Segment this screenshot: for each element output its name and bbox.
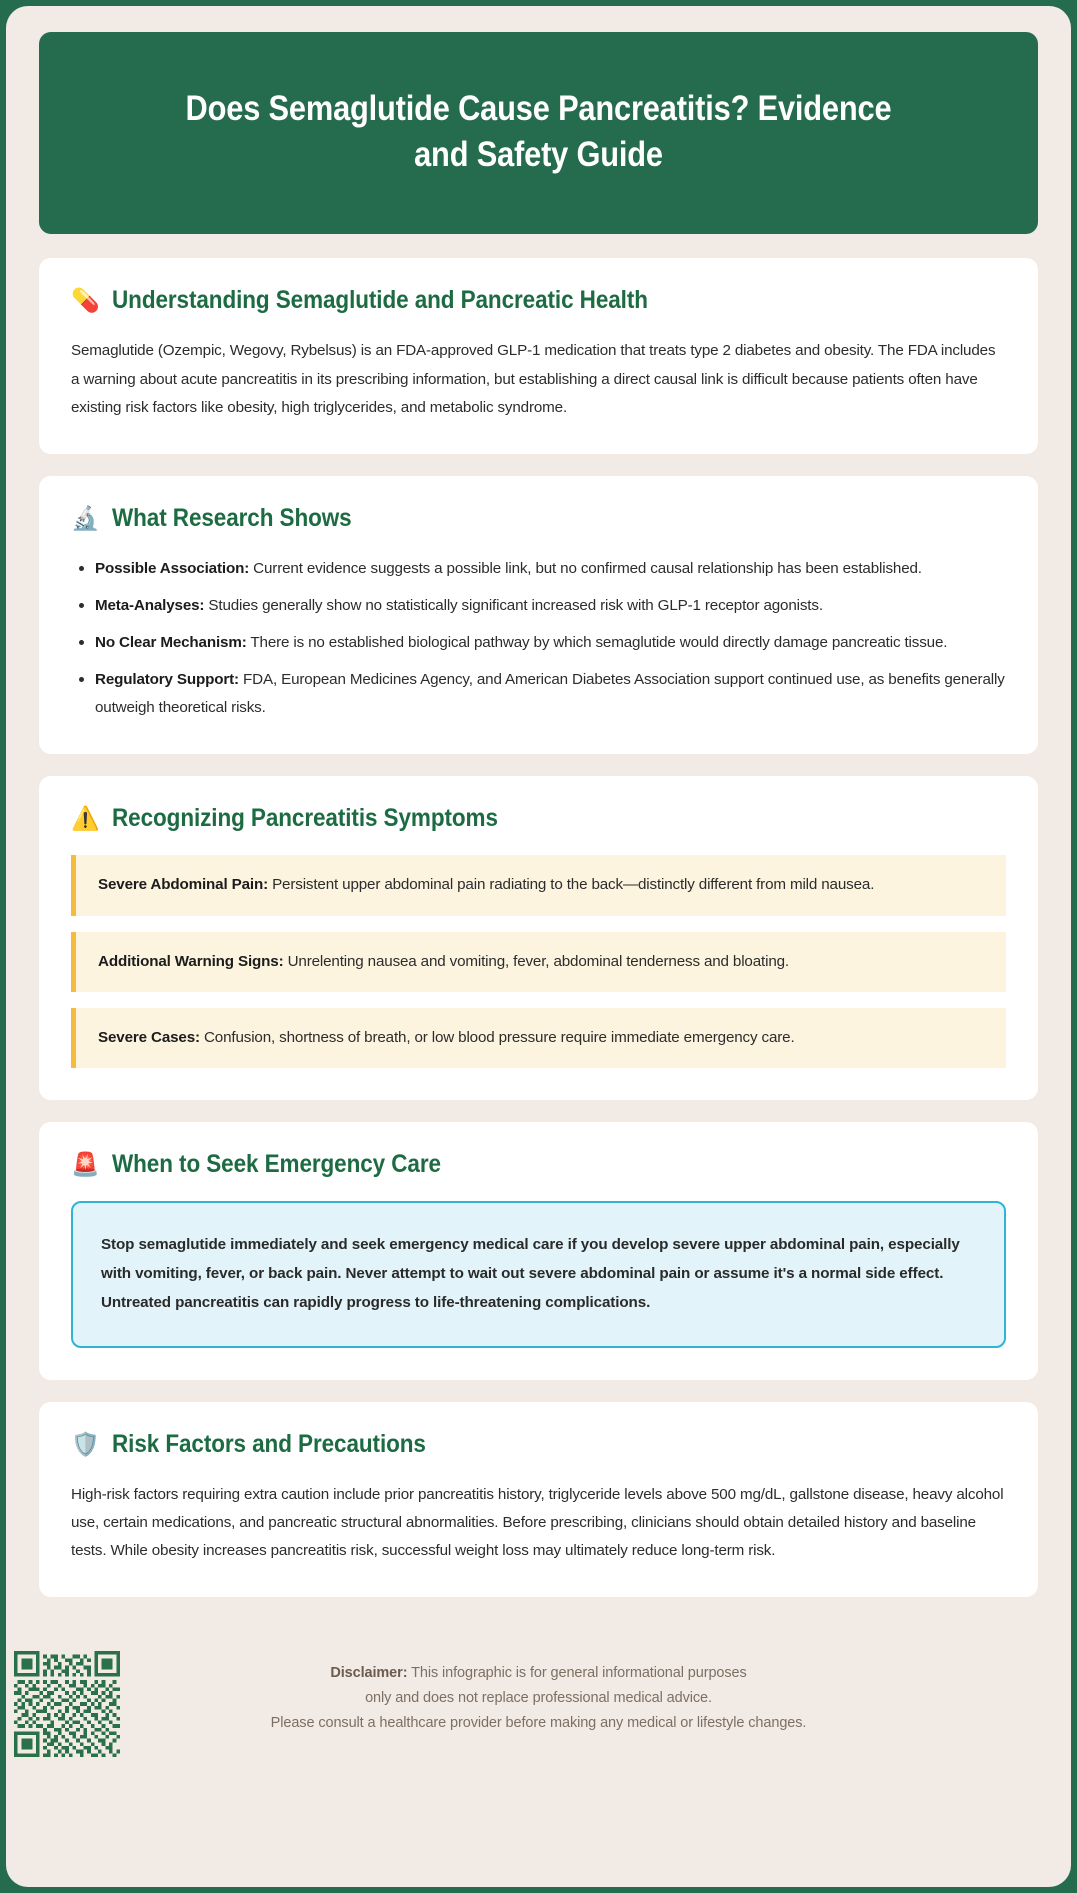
infographic-page bbox=[6, 6, 1071, 1887]
research-bullet-list bbox=[71, 555, 1006, 723]
section-symptoms bbox=[39, 776, 1038, 1100]
bullet-text: FDA, European Medicines Agency, and American Diabetes Association support continued use, as benefits generally outweigh theoretical risks. bbox=[95, 671, 1005, 717]
list-item bbox=[71, 555, 1006, 583]
header-banner bbox=[39, 32, 1038, 234]
symptom-text: Confusion, shortness of breath, or low blood pressure require immediate emergency care. bbox=[199, 1029, 795, 1046]
symptom-label: Severe Abdominal Pain: bbox=[98, 876, 268, 894]
bullet-label: Meta-Analyses: bbox=[95, 596, 205, 614]
emergency-alert-box: Stop semaglutide immediately and seek emergency medical care if you develop severe upper abdominal pain, especially with vomiting, fever, or back pain. Never attempt to wait out severe abdominal pain or assume it's a normal side effect. Untreated pancreatitis can rapidly progress to life-threatening complications. bbox=[71, 1201, 1006, 1348]
page-title: Does Semaglutide Cause Pancreatitis? Evidence and Safety Guide bbox=[185, 89, 892, 175]
bullet-label: Possible Association: bbox=[95, 559, 250, 577]
section-emergency-header bbox=[71, 1150, 1006, 1179]
section-understanding-title: Understanding Semaglutide and Pancreatic Health bbox=[111, 286, 648, 315]
disclaimer-line-3: Please consult a healthcare provider before making any medical or lifestyle changes. bbox=[270, 1715, 807, 1732]
section-emergency bbox=[39, 1122, 1038, 1380]
section-risk-factors bbox=[39, 1402, 1038, 1597]
symptom-label: Severe Cases: bbox=[98, 1029, 200, 1046]
symptom-callout bbox=[71, 932, 1006, 992]
shield-icon: 🛡️ bbox=[71, 1430, 100, 1457]
section-emergency-title: When to Seek Emergency Care bbox=[111, 1150, 441, 1179]
list-item bbox=[71, 592, 1006, 620]
section-understanding bbox=[39, 258, 1038, 453]
disclaimer-line-1 bbox=[189, 1661, 888, 1686]
disclaimer-line-2: only and does not replace professional medical advice. bbox=[365, 1690, 712, 1707]
qr-code bbox=[14, 1651, 120, 1757]
disclaimer-text-1: This infographic is for general informational purposes bbox=[407, 1665, 747, 1682]
footer bbox=[6, 1619, 1071, 1769]
bullet-label: No Clear Mechanism: bbox=[95, 634, 247, 651]
symptom-callout bbox=[71, 855, 1006, 915]
bullet-text: There is no established biological pathway by which semaglutide would directly damage pancreatic tissue. bbox=[246, 634, 948, 651]
rotating-light-icon: 🚨 bbox=[71, 1151, 100, 1178]
section-understanding-header bbox=[71, 286, 1006, 315]
section-research bbox=[39, 476, 1038, 755]
section-understanding-body: Semaglutide (Ozempic, Wegovy, Rybelsus) is an FDA-approved GLP-1 medication that treats type 2 diabetes and obesity. The FDA includes a warning about acute pancreatitis in its prescribing information, but establishing a direct causal link is difficult because patients often have existing risk factors like obesity, high triglycerides, and metabolic syndrome. bbox=[71, 342, 996, 416]
symptom-text: Persistent upper abdominal pain radiating to the back—distinctly different from mild nausea. bbox=[268, 876, 875, 894]
section-risk-factors-title: Risk Factors and Precautions bbox=[111, 1429, 426, 1458]
section-symptoms-title: Recognizing Pancreatitis Symptoms bbox=[111, 804, 498, 833]
section-research-title: What Research Shows bbox=[111, 503, 352, 532]
bullet-text: Studies generally show no statistically significant increased risk with GLP-1 receptor agonists. bbox=[204, 596, 823, 614]
list-item bbox=[71, 666, 1006, 722]
warning-triangle-icon: ⚠️ bbox=[71, 805, 100, 832]
bullet-text: Current evidence suggests a possible link, but no confirmed causal relationship has been established. bbox=[249, 559, 922, 577]
pill-icon: 💊 bbox=[71, 287, 100, 314]
symptom-text: Unrelenting nausea and vomiting, fever, abdominal tenderness and bloating. bbox=[283, 952, 789, 970]
section-risk-factors-body: High-risk factors requiring extra caution include prior pancreatitis history, triglyceride levels above 500 mg/dL, gallstone disease, heavy alcohol use, certain medications, and pancreatic structural abnormalities. Before prescribing, clinicians should obtain detailed history and baseline tests. While obesity increases pancreatitis risk, successful weight loss may ultimately reduce long-term risk. bbox=[71, 1485, 1004, 1560]
qr-code-image bbox=[14, 1651, 120, 1757]
disclaimer-label: Disclaimer: bbox=[330, 1665, 408, 1682]
section-risk-factors-header bbox=[71, 1430, 1006, 1459]
symptom-label: Additional Warning Signs: bbox=[98, 952, 284, 970]
list-item bbox=[71, 629, 1006, 657]
section-symptoms-header bbox=[71, 804, 1006, 833]
section-research-header bbox=[71, 504, 1006, 533]
microscope-icon: 🔬 bbox=[71, 504, 100, 531]
symptom-callout bbox=[71, 1008, 1006, 1068]
bullet-label: Regulatory Support: bbox=[95, 671, 239, 689]
disclaimer bbox=[39, 1649, 1038, 1736]
